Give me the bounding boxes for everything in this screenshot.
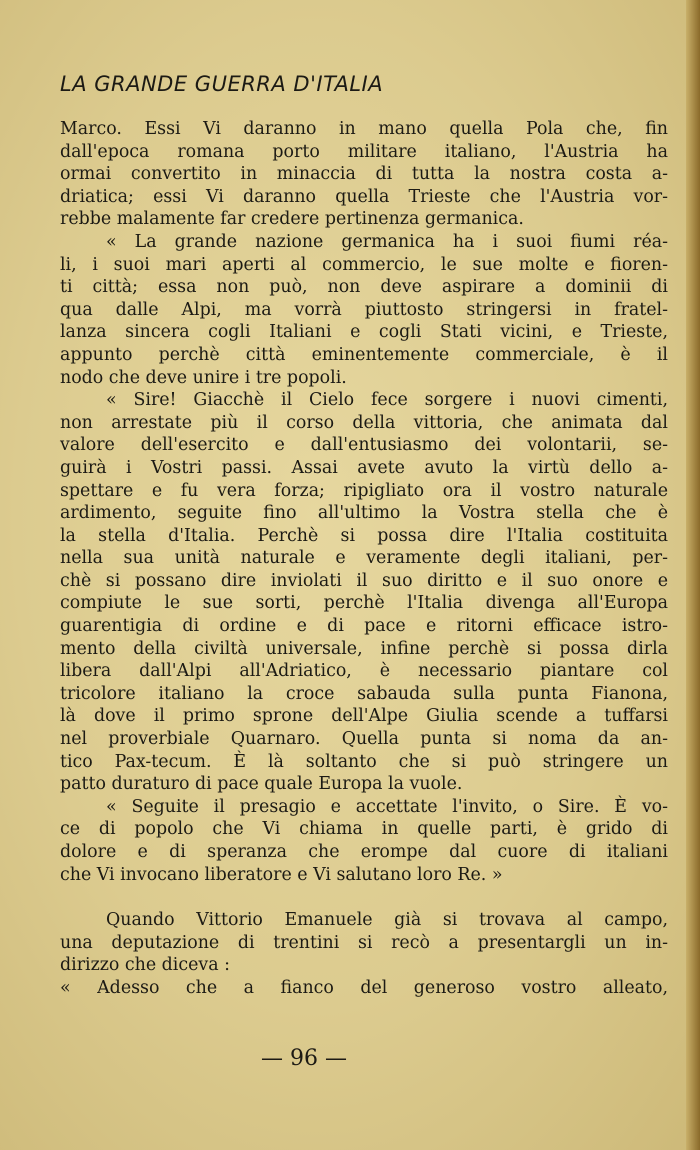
paragraph [60, 118, 668, 231]
paragraph [60, 389, 668, 796]
text-line: dolore e di speranza che erompe dal cuore di italiani [60, 842, 668, 862]
text-line: mento della civiltà universale, infine perchè si possa dirla [60, 638, 668, 659]
text-line: patto duraturo di pace quale Europa la vuole. [60, 774, 463, 795]
text-line: tico Pax-tecum. È là soltanto che si può stringere un [60, 751, 668, 772]
text-line: appunto perchè città eminentemente commerciale, è il [60, 344, 668, 365]
text-line: dirizzo che diceva : [60, 955, 230, 976]
text-line: dall'epoca romana porto militare italiano, l'Austria ha [60, 141, 668, 162]
text-line: driatica; essi Vi daranno quella Trieste che l'Austria vor- [60, 186, 668, 207]
paragraph [60, 909, 668, 999]
paragraph-gap [60, 886, 668, 909]
text-line: rebbe malamente far credere pertinenza germanica. [60, 209, 524, 230]
text-line: tricolore italiano la croce sabauda sulla punta Fianona, [60, 683, 668, 704]
text-line: libera dall'Alpi all'Adriatico, è necessario piantare col [60, 661, 668, 682]
page-body-text [60, 118, 668, 1000]
text-line: non arrestate più il corso della vittoria, che animata dal [60, 412, 668, 433]
text-line: compiute le sue sorti, perchè l'Italia divenga all'Europa [60, 593, 668, 614]
paragraph [60, 796, 668, 886]
text-line: ardimento, seguite fino all'ultimo la Vostra stella che è [60, 503, 668, 524]
text-line: guirà i Vostri passi. Assai avete avuto la virtù dello a- [60, 457, 668, 478]
text-line: Marco. Essi Vi daranno in mano quella Pola che, fin [60, 119, 668, 139]
text-line: là dove il primo sprone dell'Alpe Giulia scende a tuffarsi [60, 706, 668, 727]
text-line: « Sire! Giacchè il Cielo fece sorgere i nuovi cimenti, [106, 390, 668, 411]
text-line: ce di popolo che Vi chiama in quelle parti, è grido di [60, 819, 668, 840]
text-line: « Seguite il presagio e accettate l'invito, o Sire. È vo- [106, 796, 668, 817]
text-line: Quando Vittorio Emanuele già si trovava al campo, [106, 910, 668, 931]
running-header: LA GRANDE GUERRA D'ITALIA [60, 72, 384, 96]
text-line: che Vi invocano liberatore e Vi salutano loro Re. » [60, 864, 503, 885]
text-line: qua dalle Alpi, ma vorrà piuttosto stringersi in fratel- [60, 299, 668, 320]
text-line: guarentigia di ordine e di pace e ritorni efficace istro- [60, 616, 668, 637]
text-line: una deputazione di trentini si recò a presentargli un in- [60, 932, 668, 953]
text-line: la stella d'Italia. Perchè si possa dire l'Italia costituita [60, 525, 668, 546]
text-line: ti città; essa non può, non deve aspirare a dominii di [60, 277, 668, 298]
book-page [60, 72, 668, 1000]
text-line: nella sua unità naturale e veramente degli italiani, per- [60, 548, 668, 569]
text-line: « Adesso che a fianco del generoso vostro alleato, [60, 977, 668, 998]
paragraph [60, 231, 668, 389]
text-line: spettare e fu vera forza; ripigliato ora il vostro naturale [60, 480, 668, 501]
page-number: — 96 — [261, 1046, 347, 1071]
text-line: nel proverbiale Quarnaro. Quella punta si noma da an- [60, 729, 668, 750]
text-line: chè si possano dire inviolati il suo diritto e il suo onore e [60, 570, 668, 591]
page-spine-edge [686, 0, 700, 1150]
text-line: ormai convertito in minaccia di tutta la nostra costa a- [60, 164, 668, 185]
text-line: valore dell'esercito e dall'entusiasmo dei volontarii, se- [60, 435, 668, 456]
text-line: li, i suoi mari aperti al commercio, le sue molte e fioren- [60, 254, 668, 275]
text-line: lanza sincera cogli Italiani e cogli Stati vicini, e Trieste, [60, 322, 668, 343]
text-line: nodo che deve unire i tre popoli. [60, 367, 347, 388]
text-line: « La grande nazione germanica ha i suoi fiumi réa- [106, 231, 668, 252]
